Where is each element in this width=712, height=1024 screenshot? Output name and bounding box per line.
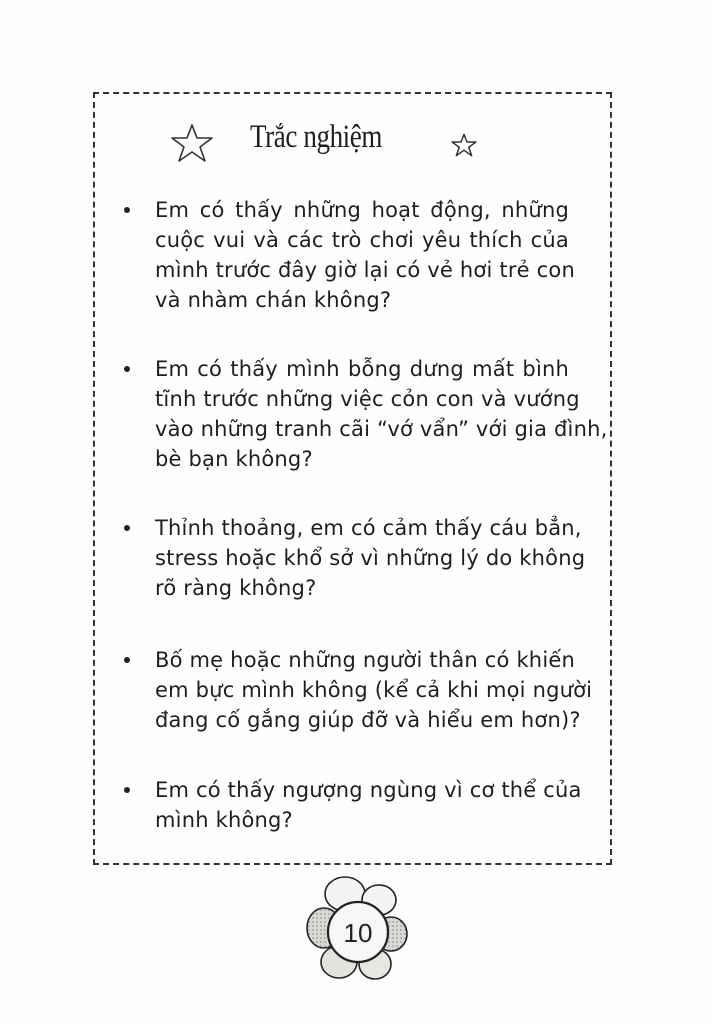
star-icon: [451, 132, 477, 158]
question-line: và nhàm chán không?: [155, 288, 392, 312]
question-item: [124, 645, 593, 735]
question-line: cuộc vui và các trò chơi yêu thích của: [155, 228, 569, 252]
question-line: em bực mình không (kể cả khi mọi người: [155, 678, 593, 702]
title-row: [0, 115, 712, 165]
question-item: [124, 513, 586, 603]
page-title: Trắc nghiệm: [250, 119, 383, 155]
star-icon: [170, 123, 214, 163]
question-line: Em có thấy ngượng ngùng vì cơ thể của: [155, 778, 582, 802]
bullet-icon: [124, 207, 130, 213]
flower-page-badge: [303, 872, 411, 984]
bullet-icon: [124, 525, 130, 531]
question-line: mình không?: [155, 808, 293, 832]
page-number: 10: [343, 918, 373, 948]
question-line: tĩnh trước những việc cỏn con và vướng: [155, 387, 580, 411]
question-line: rõ ràng không?: [155, 576, 317, 600]
question-item: [124, 775, 582, 835]
question-line: Em có thấy mình bỗng dưng mất bình: [155, 357, 569, 381]
question-line: Em có thấy những hoạt động, những: [155, 198, 569, 222]
question-item: [124, 195, 575, 315]
question-line: Thỉnh thoảng, em có cảm thấy cáu bẳn,: [155, 516, 582, 540]
question-line: bè bạn không?: [155, 447, 313, 471]
question-line: stress hoặc khổ sở vì những lý do không: [155, 546, 586, 570]
question-line: đang cố gắng giúp đỡ và hiểu em hơn)?: [155, 708, 581, 732]
bullet-icon: [124, 366, 130, 372]
question-line: mình trước đây giờ lại có vẻ hơi trẻ con: [155, 258, 575, 282]
question-line: Bố mẹ hoặc những người thân có khiến: [155, 648, 575, 672]
bullet-icon: [124, 787, 130, 793]
question-line: vào những tranh cãi “vớ vẩn” với gia đình,: [155, 417, 608, 441]
bullet-icon: [124, 657, 130, 663]
question-item: [124, 354, 608, 474]
